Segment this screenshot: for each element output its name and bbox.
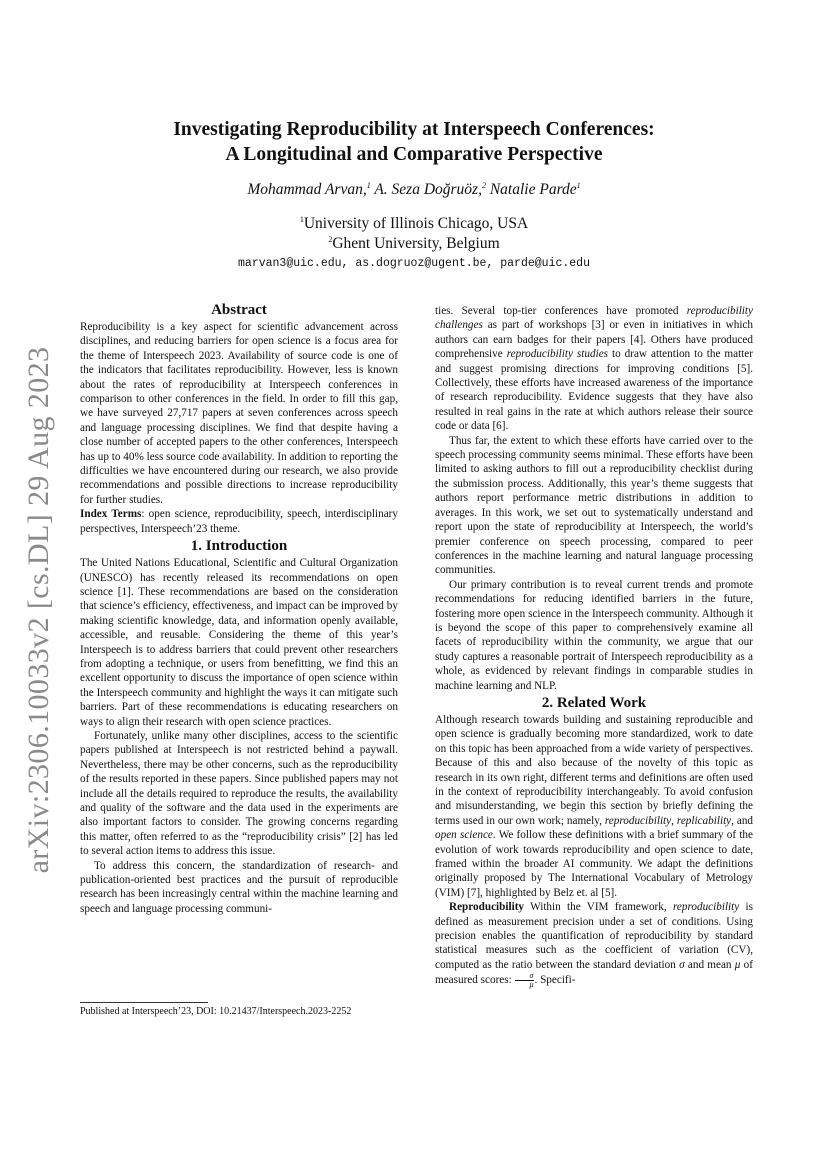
related-work-heading: 2. Related Work bbox=[541, 694, 647, 711]
footnote-rule bbox=[80, 1002, 208, 1003]
author-emails[interactable]: marvan3@uic.edu, as.dogruoz@ugent.be, parde@uic.edu bbox=[238, 257, 590, 270]
abstract-heading: Abstract bbox=[211, 302, 267, 318]
related2-text-b: is defined as measurement precision under a set of conditions. Using precision enables the quantification of reproducibility by standard statistical measures such as the coefficient of variation (CV), computed as the ratio between the standard deviation bbox=[435, 901, 753, 971]
related2-text-a: Within the VIM framework, bbox=[524, 901, 673, 914]
paper-title bbox=[0, 117, 828, 167]
mu-symbol: μ bbox=[734, 958, 741, 971]
related-emphasis-1: reproducibility bbox=[604, 814, 672, 827]
author-1: Mohammad Arvan, bbox=[247, 181, 367, 198]
related2-text-d: of measured scores: bbox=[435, 958, 753, 987]
affiliation-1-name: University of Illinois Chicago, USA bbox=[303, 215, 529, 232]
fraction-numerator: σ bbox=[515, 972, 535, 981]
related-emphasis-3: open science bbox=[435, 829, 493, 842]
right-column bbox=[435, 304, 753, 989]
intro-cont-text-c: to draw attention to the matter and suggest promising directions for improving conditions [5]. Collectively, these efforts have increased awareness of the importance of research reproducibility. Evidence suggests that they have also resulted in real gains in the rate at which authors release their source code or data [6]. bbox=[435, 348, 753, 433]
author-3-affil: 1 bbox=[576, 180, 581, 190]
intro-paragraph-6: Our primary contribution is to reveal current trends and promote recommendations for reducing identified barriers in the future, fostering more open science in the Interspeech community. Although it is beyond the scope of this paper to comprehensively examine all facets of reproducibility within the community, we argue that our study captures a reasonable portrait of Interspeech reproducibility as a whole, as evidenced by relevant findings in comparable studies in machine learning and NLP. bbox=[435, 578, 753, 692]
related-emphasis-2: replicability bbox=[676, 814, 732, 827]
intro-cont-emphasis-2: reproducibility studies bbox=[506, 348, 609, 361]
author-3: Natalie Parde bbox=[489, 181, 577, 198]
abstract-text: Reproducibility is a key aspect for scientific advancement across disciplines, and reducing barriers for open science is a focus area for the theme of Interspeech 2023. Availability of source code is one of the indicators that facilitates reproducibility. However, less is known about the rates of reproducibility at Interspeech conferences in comparison to other conferences in the field. In order to fill this gap, we have surveyed 27,717 papers at seven conferences across speech and language processing disciplines. We find that despite having a close number of accepted papers to the other conferences, Interspeech has up to 40% less source code availability. In addition to reporting the difficulties we have encountered during our research, we also provide recommendations and possible directions to increase reproducibility for further studies. bbox=[80, 321, 398, 506]
title-line-1: Investigating Reproducibility at Interspeech Conferences: bbox=[173, 119, 655, 140]
affiliation-1-num: 1 bbox=[299, 214, 304, 224]
affiliation-2 bbox=[0, 234, 828, 254]
index-terms-text: : open science, reproducibility, speech, interdisciplinary perspectives, Interspeech’23 theme. bbox=[80, 508, 398, 535]
intro-paragraph-2: Fortunately, unlike many other disciplines, access to the scientific papers published at Interspeech is not restricted behind a paywall. Nevertheless, there may be other concerns, such as the reproducibility of the results reported in these papers. Since published papers may not include all the details required to reproduce the results, the availability and quality of the software and the data used in the experiments are also important factors to consider. The growing concerns regarding this matter, often referred to as the “reproducibility crisis” [2] has led to several action items to address this issue. bbox=[80, 729, 398, 858]
index-terms-label: Index Terms bbox=[80, 508, 142, 521]
index-terms bbox=[80, 507, 398, 536]
intro-cont-emphasis-1: reproducibility challenges bbox=[435, 305, 753, 332]
intro-cont-text-a: ties. Several top-tier conferences have promoted bbox=[435, 305, 687, 317]
author-list bbox=[0, 180, 828, 200]
related2-text-c: and mean bbox=[684, 958, 735, 971]
author-1-affil: 1 bbox=[366, 180, 371, 190]
intro-paragraph-3: To address this concern, the standardization of research- and publication-oriented best practices and the pursuit of reproducible research has been increasingly central within the machine learning and speech and language processing communi- bbox=[80, 859, 398, 915]
related-paragraph-1 bbox=[435, 713, 753, 900]
related2-emphasis: reproducibility bbox=[672, 901, 740, 914]
related-paragraph-2 bbox=[435, 900, 753, 989]
related-text-a: Although research towards building and sustaining reproducible and open science is gradually becoming more standardized, work to date on this topic has been approached from a wide variety of perspectives. Because of this and also because of the novelty of this topic as research in its own right, different terms and definitions are often used in the context of reproducibility interchangeably. To avoid confusion and misunderstanding, we begin this section by briefly defining the terms used in our own work; namely, bbox=[435, 713, 753, 827]
affiliation-2-name: Ghent University, Belgium bbox=[332, 235, 500, 252]
affiliation-2-num: 2 bbox=[328, 234, 333, 244]
related-sep-2: , and bbox=[731, 814, 754, 827]
related2-text-e: . Specifi- bbox=[534, 974, 576, 987]
fraction-denominator: μ bbox=[529, 980, 534, 990]
intro-paragraph-5: Thus far, the extent to which these efforts have carried over to the speech processing community seems minimal. These efforts have been limited to asking authors to fill out a reproducibility checklist during the submission process. Additionally, this year’s theme suggests that authors report performance metric distributions in addition to averages. In this work, we set out to systematically understand and report upon the state of reproducibility at Interspeech, the world’s premier conference on speech processing, compared to peer conferences in the machine learning and natural language processing communities. bbox=[435, 434, 753, 577]
affiliation-1 bbox=[0, 214, 828, 234]
author-2-affil: 2 bbox=[481, 180, 486, 190]
reproducibility-run-in-heading: Reproducibility bbox=[449, 901, 525, 914]
arxiv-id: arXiv:2306.10033v2 [cs.DL] 29 Aug 2023 bbox=[22, 346, 55, 874]
left-column bbox=[80, 300, 398, 916]
affiliations bbox=[0, 214, 828, 254]
related-text-b: . We follow these definitions with a brief summary of the evolution of work towards reproducibility and open science to date, framed within the broader AI community. We adapt the definitions originally proposed by The International Vocabulary of Metrology (VIM) [7], highlighted by Belz et. al [5]. bbox=[435, 829, 753, 899]
footnote: Published at Interspeech’23, DOI: 10.21437/Interspeech.2023-2252 bbox=[80, 1006, 352, 1017]
title-line-2: A Longitudinal and Comparative Perspective bbox=[225, 144, 603, 165]
intro-continued-paragraph bbox=[435, 304, 753, 434]
related-sep-1: , bbox=[671, 814, 677, 827]
sigma-symbol: σ bbox=[679, 958, 685, 971]
cv-fraction bbox=[515, 972, 535, 989]
intro-cont-text-b: as part of workshops [3] or even in initiatives in which authors can earn badges for their papers [4]. Others have produced comprehensive bbox=[435, 319, 753, 361]
author-2: A. Seza Doğruöz, bbox=[374, 181, 482, 198]
arxiv-sidebar bbox=[14, 330, 64, 890]
introduction-heading: 1. Introduction bbox=[190, 538, 288, 555]
intro-paragraph-1: The United Nations Educational, Scientific and Cultural Organization (UNESCO) has recently released its recommendations on open science [1]. These recommendations are based on the consideration that science’s efficiency, effectiveness, and impact can be improved by making scientific knowledge, data, and information openly available, accessible, and reusable. Considering the theme of this year’s Interspeech is to address barriers that could prevent other researchers from adopting a technique, or users from benefitting, we find this an excellent opportunity to discuss the importance of open science within the Interspeech community and highlight the ways it can mitigate such barriers. Part of these recommendations is educating researchers on ways to align their research with open science practices. bbox=[80, 557, 398, 728]
